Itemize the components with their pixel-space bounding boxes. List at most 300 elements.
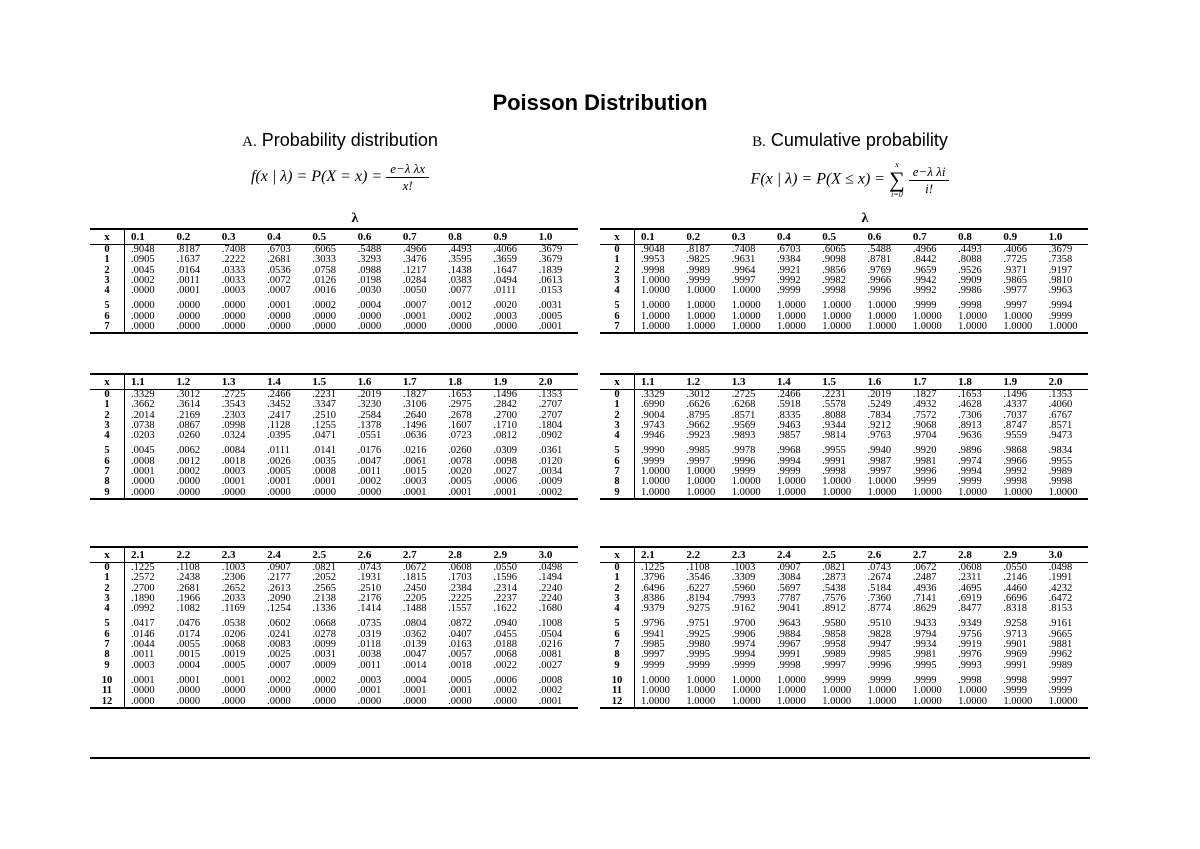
probability-cell: 1.0000 [731, 300, 761, 312]
probability-cell: .0098 [493, 455, 518, 467]
probability-cell: .9920 [912, 445, 937, 457]
lambda-header: 2.1 [635, 547, 681, 563]
probability-cell: .2652 [221, 582, 246, 594]
probability-cell: .3659 [493, 254, 518, 266]
probability-cell: 1.0000 [958, 321, 987, 333]
probability-cell: .9994 [958, 466, 982, 478]
table-header-row [90, 374, 578, 390]
probability-cell: 1.0000 [641, 486, 670, 498]
probability-cell: .0072 [267, 274, 291, 286]
table-row [90, 661, 578, 671]
probability-cell: .5438 [822, 582, 846, 594]
probability-cell: .9999 [1048, 685, 1073, 697]
probability-cell: .0146 [131, 628, 155, 640]
probability-cell: .0738 [131, 419, 155, 431]
x-value: 3 [600, 276, 635, 286]
probability-cell: .0002 [493, 685, 518, 697]
probability-cell: .8795 [686, 409, 711, 421]
lambda-header: 2.4 [771, 547, 816, 563]
probability-cell: .0011 [357, 659, 381, 671]
probability-cell: .9967 [776, 639, 801, 651]
lambda-header: 0.4 [261, 229, 306, 245]
x-value: 1 [90, 255, 125, 265]
probability-cell: .0033 [221, 274, 246, 286]
probability-cell: .0002 [357, 476, 382, 488]
probability-cell: .8187 [176, 244, 201, 255]
probability-cell: .0608 [958, 562, 982, 573]
probability-cell: 1.0000 [822, 486, 852, 498]
probability-cell: .4932 [912, 399, 937, 411]
probability-cell: 1.0000 [867, 685, 897, 697]
probability-heading [90, 130, 590, 151]
x-value: 3 [90, 594, 125, 604]
x-value: 9 [90, 488, 125, 499]
probability-cell: .2700 [131, 582, 155, 594]
probability-cell: .2510 [312, 409, 336, 421]
probability-cell: .9659 [912, 264, 937, 276]
probability-cell: .8088 [958, 254, 982, 266]
probability-cell: .0000 [448, 321, 472, 333]
probability-cell: .0494 [493, 274, 518, 286]
probability-cell: .0735 [357, 618, 382, 630]
lambda-header: 0.5 [816, 229, 861, 245]
sum-upper: x [895, 160, 899, 169]
probability-cell: .0000 [267, 695, 291, 707]
x-value: 5 [90, 614, 125, 629]
probability-cell: .3614 [176, 399, 201, 411]
probability-cell: .2231 [312, 389, 336, 400]
probability-cell: .4232 [1048, 582, 1073, 594]
probability-cell: .0007 [402, 300, 427, 312]
probability-cell: .0022 [493, 659, 518, 671]
x-value: 2 [600, 584, 635, 594]
probability-cell: .9998 [1048, 476, 1073, 488]
probability-cell: .0198 [357, 274, 382, 286]
probability-cell: .9704 [912, 430, 937, 442]
x-value: 2 [90, 411, 125, 421]
probability-cell: .9966 [1003, 455, 1028, 467]
probability-cell: .0000 [312, 310, 336, 322]
probability-cell: .3084 [776, 572, 801, 584]
probability-cell: .9258 [1003, 618, 1028, 630]
probability-cell: .8088 [822, 409, 846, 421]
probability-cell: .9743 [641, 419, 665, 431]
probability-cell: .4066 [1003, 244, 1028, 255]
probability-cell: .9197 [1048, 264, 1073, 276]
probability-cell: .5184 [867, 582, 892, 594]
lambda-header: 1.2 [680, 374, 725, 390]
probability-cell: .2584 [357, 409, 382, 421]
probability-cell: .9999 [641, 659, 665, 671]
probability-cell: .0027 [538, 659, 563, 671]
probability-cell: .2231 [822, 389, 846, 400]
lambda-header: 1.3 [726, 374, 771, 390]
probability-cell: .3106 [402, 399, 427, 411]
probability-cell: .9893 [731, 430, 756, 442]
probability-cell: .2487 [912, 572, 937, 584]
probability-cell: .0000 [267, 685, 291, 697]
probability-cell: .0000 [448, 695, 472, 707]
probability-cell: .2725 [731, 389, 756, 400]
probability-cell: .9999 [912, 300, 937, 312]
probability-cell: 1.0000 [641, 321, 670, 333]
probability-cell: .9906 [731, 628, 756, 640]
probability-cell: .0000 [176, 300, 201, 312]
probability-cell: .9068 [912, 419, 937, 431]
probability-cell: .0608 [448, 562, 472, 573]
probability-cell: 1.0000 [1048, 486, 1078, 498]
x-value: 4 [90, 431, 125, 441]
probability-cell: .0057 [448, 649, 472, 661]
probability-cell: 1.0000 [912, 310, 942, 322]
probability-cell: .9997 [867, 466, 892, 478]
x-value: 8 [90, 477, 125, 487]
probability-cell: .0035 [312, 455, 336, 467]
lambda-header: 0.9 [997, 229, 1042, 245]
probability-cell: .0872 [448, 618, 472, 630]
x-value: 3 [90, 276, 125, 286]
x-value: 1 [90, 400, 125, 410]
x-value: 7 [90, 640, 125, 650]
probability-cell: .8318 [1003, 603, 1028, 615]
probability-cell: .0015 [402, 466, 427, 478]
probability-cell: .1169 [221, 603, 246, 615]
probability-cell: 1.0000 [822, 321, 852, 333]
probability-cell: .0003 [221, 285, 246, 297]
probability-cell: .1827 [402, 389, 427, 400]
probability-cell: .1637 [176, 254, 201, 266]
probability-cell: .0551 [357, 430, 382, 442]
probability-cell: .9631 [731, 254, 756, 266]
x-value: 7 [90, 467, 125, 477]
probability-cell: .7306 [958, 409, 982, 421]
probability-cell: .1557 [448, 603, 472, 615]
probability-cell: .0216 [402, 445, 427, 457]
probability-cell: .0031 [312, 649, 336, 661]
probability-cell: .9998 [776, 659, 801, 671]
probability-cell: .0000 [357, 310, 382, 322]
probability-cell: 1.0000 [731, 685, 761, 697]
x-value: 0 [600, 390, 635, 401]
probability-cell: .6496 [641, 582, 665, 594]
x-value: 3 [600, 421, 635, 431]
x-value: 12 [90, 697, 125, 708]
probability-cell: .0018 [221, 455, 246, 467]
probability-cell: .0001 [402, 310, 427, 322]
probability-cell: .3293 [357, 254, 382, 266]
probability-cell: .2674 [867, 572, 892, 584]
probability-cell: .1353 [1048, 389, 1073, 400]
probability-cell: .9987 [867, 455, 892, 467]
table-row [90, 322, 578, 333]
probability-cell: .2613 [267, 582, 291, 594]
probability-cell: .9997 [1003, 300, 1028, 312]
probability-cell: .0047 [357, 455, 382, 467]
probability-cell: .0821 [822, 562, 846, 573]
probability-cell: .2681 [267, 254, 291, 266]
x-value: 7 [600, 467, 635, 477]
probability-cell: .9991 [822, 455, 846, 467]
probability-cell: .7993 [731, 592, 756, 604]
lambda-label-right: λ [861, 211, 869, 226]
probability-cell: .0471 [312, 430, 336, 442]
probability-cell: .0260 [448, 445, 472, 457]
probability-cell: .9990 [641, 445, 665, 457]
probability-cell: 1.0000 [776, 486, 806, 498]
probability-cell: 1.0000 [912, 685, 942, 697]
x-value: 12 [600, 697, 635, 708]
probability-cell: .1108 [686, 562, 710, 573]
lambda-header: 1.0 [1043, 229, 1088, 245]
lambda-header: 2.9 [997, 547, 1042, 563]
probability-cell: .2438 [176, 572, 201, 584]
probability-cell: .9999 [731, 659, 756, 671]
lambda-header: 0.2 [171, 229, 216, 245]
probability-cell: .9996 [867, 285, 892, 297]
probability-cell: .9994 [776, 455, 801, 467]
probability-cell: .9992 [912, 285, 937, 297]
probability-cell: .3012 [686, 389, 711, 400]
probability-cell: 1.0000 [867, 695, 897, 707]
probability-cell: .0988 [357, 264, 382, 276]
probability-cell: .8442 [912, 254, 937, 266]
probability-cell: .2510 [357, 582, 382, 594]
probability-cell: .7037 [1003, 409, 1028, 421]
probability-cell: .8571 [1048, 419, 1073, 431]
x-value: 0 [90, 563, 125, 574]
probability-cell: .9999 [1003, 685, 1028, 697]
probability-cell: .9999 [1048, 310, 1073, 322]
probability-cell: .3476 [402, 254, 427, 266]
probability-cell: .0001 [538, 321, 563, 333]
probability-cell: .0004 [402, 674, 427, 686]
probability-cell: .9998 [1003, 476, 1028, 488]
probability-cell: .1703 [448, 572, 472, 584]
probability-cell: .4966 [402, 244, 427, 255]
probability-cell: .0550 [1003, 562, 1028, 573]
probability-cell: .0000 [493, 321, 518, 333]
probability-cell: .1003 [221, 562, 246, 573]
probability-cell: .0000 [267, 321, 291, 333]
probability-cell: .0004 [176, 659, 201, 671]
probability-cell: .0001 [267, 476, 291, 488]
probability-cell: .2975 [448, 399, 472, 411]
probability-cell: .0038 [357, 649, 382, 661]
probability-cell: .0992 [131, 603, 155, 615]
probability-cell: .0027 [493, 466, 518, 478]
x-value: 6 [600, 457, 635, 467]
probability-cell: .1128 [267, 419, 291, 431]
probability-cell: .0324 [221, 430, 246, 442]
probability-cell: .5488 [357, 244, 382, 255]
probability-cell: .0203 [131, 430, 155, 442]
probability-cell: .9998 [1003, 674, 1028, 686]
probability-cell: .0000 [131, 321, 155, 333]
lambda-header: 1.9 [997, 374, 1042, 390]
probability-cell: .0045 [131, 445, 155, 457]
probability-cell: .2225 [448, 592, 472, 604]
probability-cell: 1.0000 [958, 685, 987, 697]
pmf-denominator: x! [402, 178, 413, 193]
probability-cell: .9763 [867, 430, 892, 442]
probability-cell: .9999 [686, 659, 711, 671]
lambda-header: 1.2 [171, 374, 216, 390]
x-value: 11 [90, 686, 125, 696]
lambda-header: 2.1 [125, 547, 171, 563]
probability-cell: .0003 [221, 466, 246, 478]
probability-cell: .0002 [448, 310, 472, 322]
probability-cell: .2873 [822, 572, 846, 584]
x-value: 8 [600, 650, 635, 660]
probability-cell: .0020 [493, 300, 518, 312]
probability-cell: .9995 [912, 659, 937, 671]
cumulative-section [600, 130, 1100, 225]
probability-cell: .9999 [776, 285, 801, 297]
probability-cell: .3679 [538, 244, 563, 255]
probability-cell: .9921 [776, 264, 801, 276]
probability-cell: .1438 [448, 264, 472, 276]
probability-cell: 1.0000 [1003, 695, 1033, 707]
probability-cell: .3347 [312, 399, 336, 411]
probability-cell: .9384 [776, 254, 801, 266]
probability-cell: .1336 [312, 603, 336, 615]
probability-cell: .3595 [448, 254, 472, 266]
probability-cell: .9941 [641, 628, 665, 640]
probability-cell: .9636 [958, 430, 982, 442]
probability-cell: .0455 [493, 628, 518, 640]
probability-cell: .0077 [448, 285, 472, 297]
probability-cell: .0000 [131, 285, 155, 297]
probability-cell: 1.0000 [641, 695, 670, 707]
lambda-header: 2.2 [171, 547, 216, 563]
probability-cell: .0743 [357, 562, 382, 573]
table-row [90, 286, 578, 296]
probability-cell: .1839 [538, 264, 563, 276]
probability-cell: .2565 [312, 582, 336, 594]
probability-cell: .9992 [1003, 466, 1028, 478]
probability-cell: .6767 [1048, 409, 1073, 421]
probability-cell: 1.0000 [641, 674, 670, 686]
probability-cell: .0498 [538, 562, 563, 573]
probability-cell: .2681 [176, 582, 201, 594]
x-header: x [600, 229, 635, 245]
probability-cell: .0000 [402, 321, 427, 333]
probability-cell: .0002 [312, 300, 336, 312]
probability-cell: .0000 [221, 685, 246, 697]
probability-cell: .1108 [176, 562, 200, 573]
probability-cell: .0309 [493, 445, 518, 457]
probability-cell: .0902 [538, 430, 563, 442]
cumulative-heading [600, 130, 1100, 151]
probability-cell: .7408 [221, 244, 246, 255]
probability-cell: .6990 [641, 399, 665, 411]
probability-cell: .0002 [538, 486, 563, 498]
probability-cell: .0001 [131, 674, 155, 686]
lambda-header: 1.5 [816, 374, 861, 390]
probability-cell: .7576 [822, 592, 846, 604]
probability-cell: .0907 [776, 562, 801, 573]
probability-cell: .0011 [131, 649, 155, 661]
probability-cell: .0000 [493, 695, 518, 707]
probability-cell: .9934 [912, 639, 937, 651]
probability-cell: .2707 [538, 399, 563, 411]
x-value: 4 [600, 604, 635, 614]
probability-cell: .9713 [1003, 628, 1028, 640]
probability-cell: .0476 [176, 618, 201, 630]
probability-cell: .9980 [686, 639, 711, 651]
probability-cell: .8774 [867, 603, 892, 615]
probability-cell: .0000 [176, 321, 201, 333]
lambda-header: 1.1 [635, 374, 681, 390]
probability-cell: .9978 [731, 445, 756, 457]
probability-cell: .7834 [867, 409, 892, 421]
probability-cell: .4695 [958, 582, 982, 594]
probability-cell: .9997 [641, 649, 665, 661]
probability-cell: .0000 [267, 310, 291, 322]
probability-cell: .9962 [1048, 649, 1073, 661]
probability-cell: .2033 [221, 592, 246, 604]
x-value: 5 [600, 614, 635, 629]
probability-cell: .8153 [1048, 603, 1073, 615]
probability-cell: .6472 [1048, 592, 1073, 604]
probability-cell: .9981 [912, 455, 937, 467]
probability-cell: .9901 [1003, 639, 1028, 651]
probability-cell: .2146 [1003, 572, 1028, 584]
lambda-header: 2.7 [907, 547, 952, 563]
cdf-formula [600, 161, 1100, 211]
probability-cell: .8913 [958, 419, 982, 431]
probability-cell: .0030 [357, 285, 382, 297]
probability-cell: .9857 [776, 430, 801, 442]
probability-cell: .0141 [312, 445, 336, 457]
probability-cell: .0284 [402, 274, 427, 286]
probability-cell: .9925 [686, 628, 711, 640]
probability-cell: .6626 [686, 399, 711, 411]
probability-cell: .1804 [538, 419, 563, 431]
probability-cell: .0278 [312, 628, 336, 640]
lambda-header: 1.9 [487, 374, 532, 390]
x-value: 1 [600, 400, 635, 410]
probability-cell: .3452 [267, 399, 291, 411]
probability-cell: .0000 [402, 695, 427, 707]
probability-cell: .9098 [822, 254, 846, 266]
lambda-header: 0.6 [862, 229, 907, 245]
probability-cell: .0000 [221, 321, 246, 333]
probability-cell: .9999 [867, 674, 892, 686]
table-row [600, 322, 1088, 333]
probability-cell: 1.0000 [1003, 310, 1033, 322]
x-value: 0 [90, 390, 125, 401]
lambda-header: 3.0 [1043, 547, 1088, 563]
probability-cell: .9865 [1003, 274, 1028, 286]
table-row [600, 488, 1088, 499]
lambda-header: 2.9 [487, 547, 532, 563]
probability-cell: .0333 [221, 264, 246, 276]
probability-cell: .0000 [131, 310, 155, 322]
probability-cell: .0362 [402, 628, 427, 640]
probability-cell: .9756 [958, 628, 982, 640]
probability-cell: .0001 [357, 685, 382, 697]
probability-cell: .9810 [1048, 274, 1073, 286]
probability-cell: .3012 [176, 389, 201, 400]
lambda-header: 1.1 [125, 374, 171, 390]
probability-cell: .0008 [131, 455, 155, 467]
table-row [90, 431, 578, 441]
probability-cell: 1.0000 [641, 685, 670, 697]
probability-cell: .0867 [176, 419, 201, 431]
probability-cell: .9796 [641, 618, 665, 630]
probability-cell: 1.0000 [1003, 486, 1033, 498]
